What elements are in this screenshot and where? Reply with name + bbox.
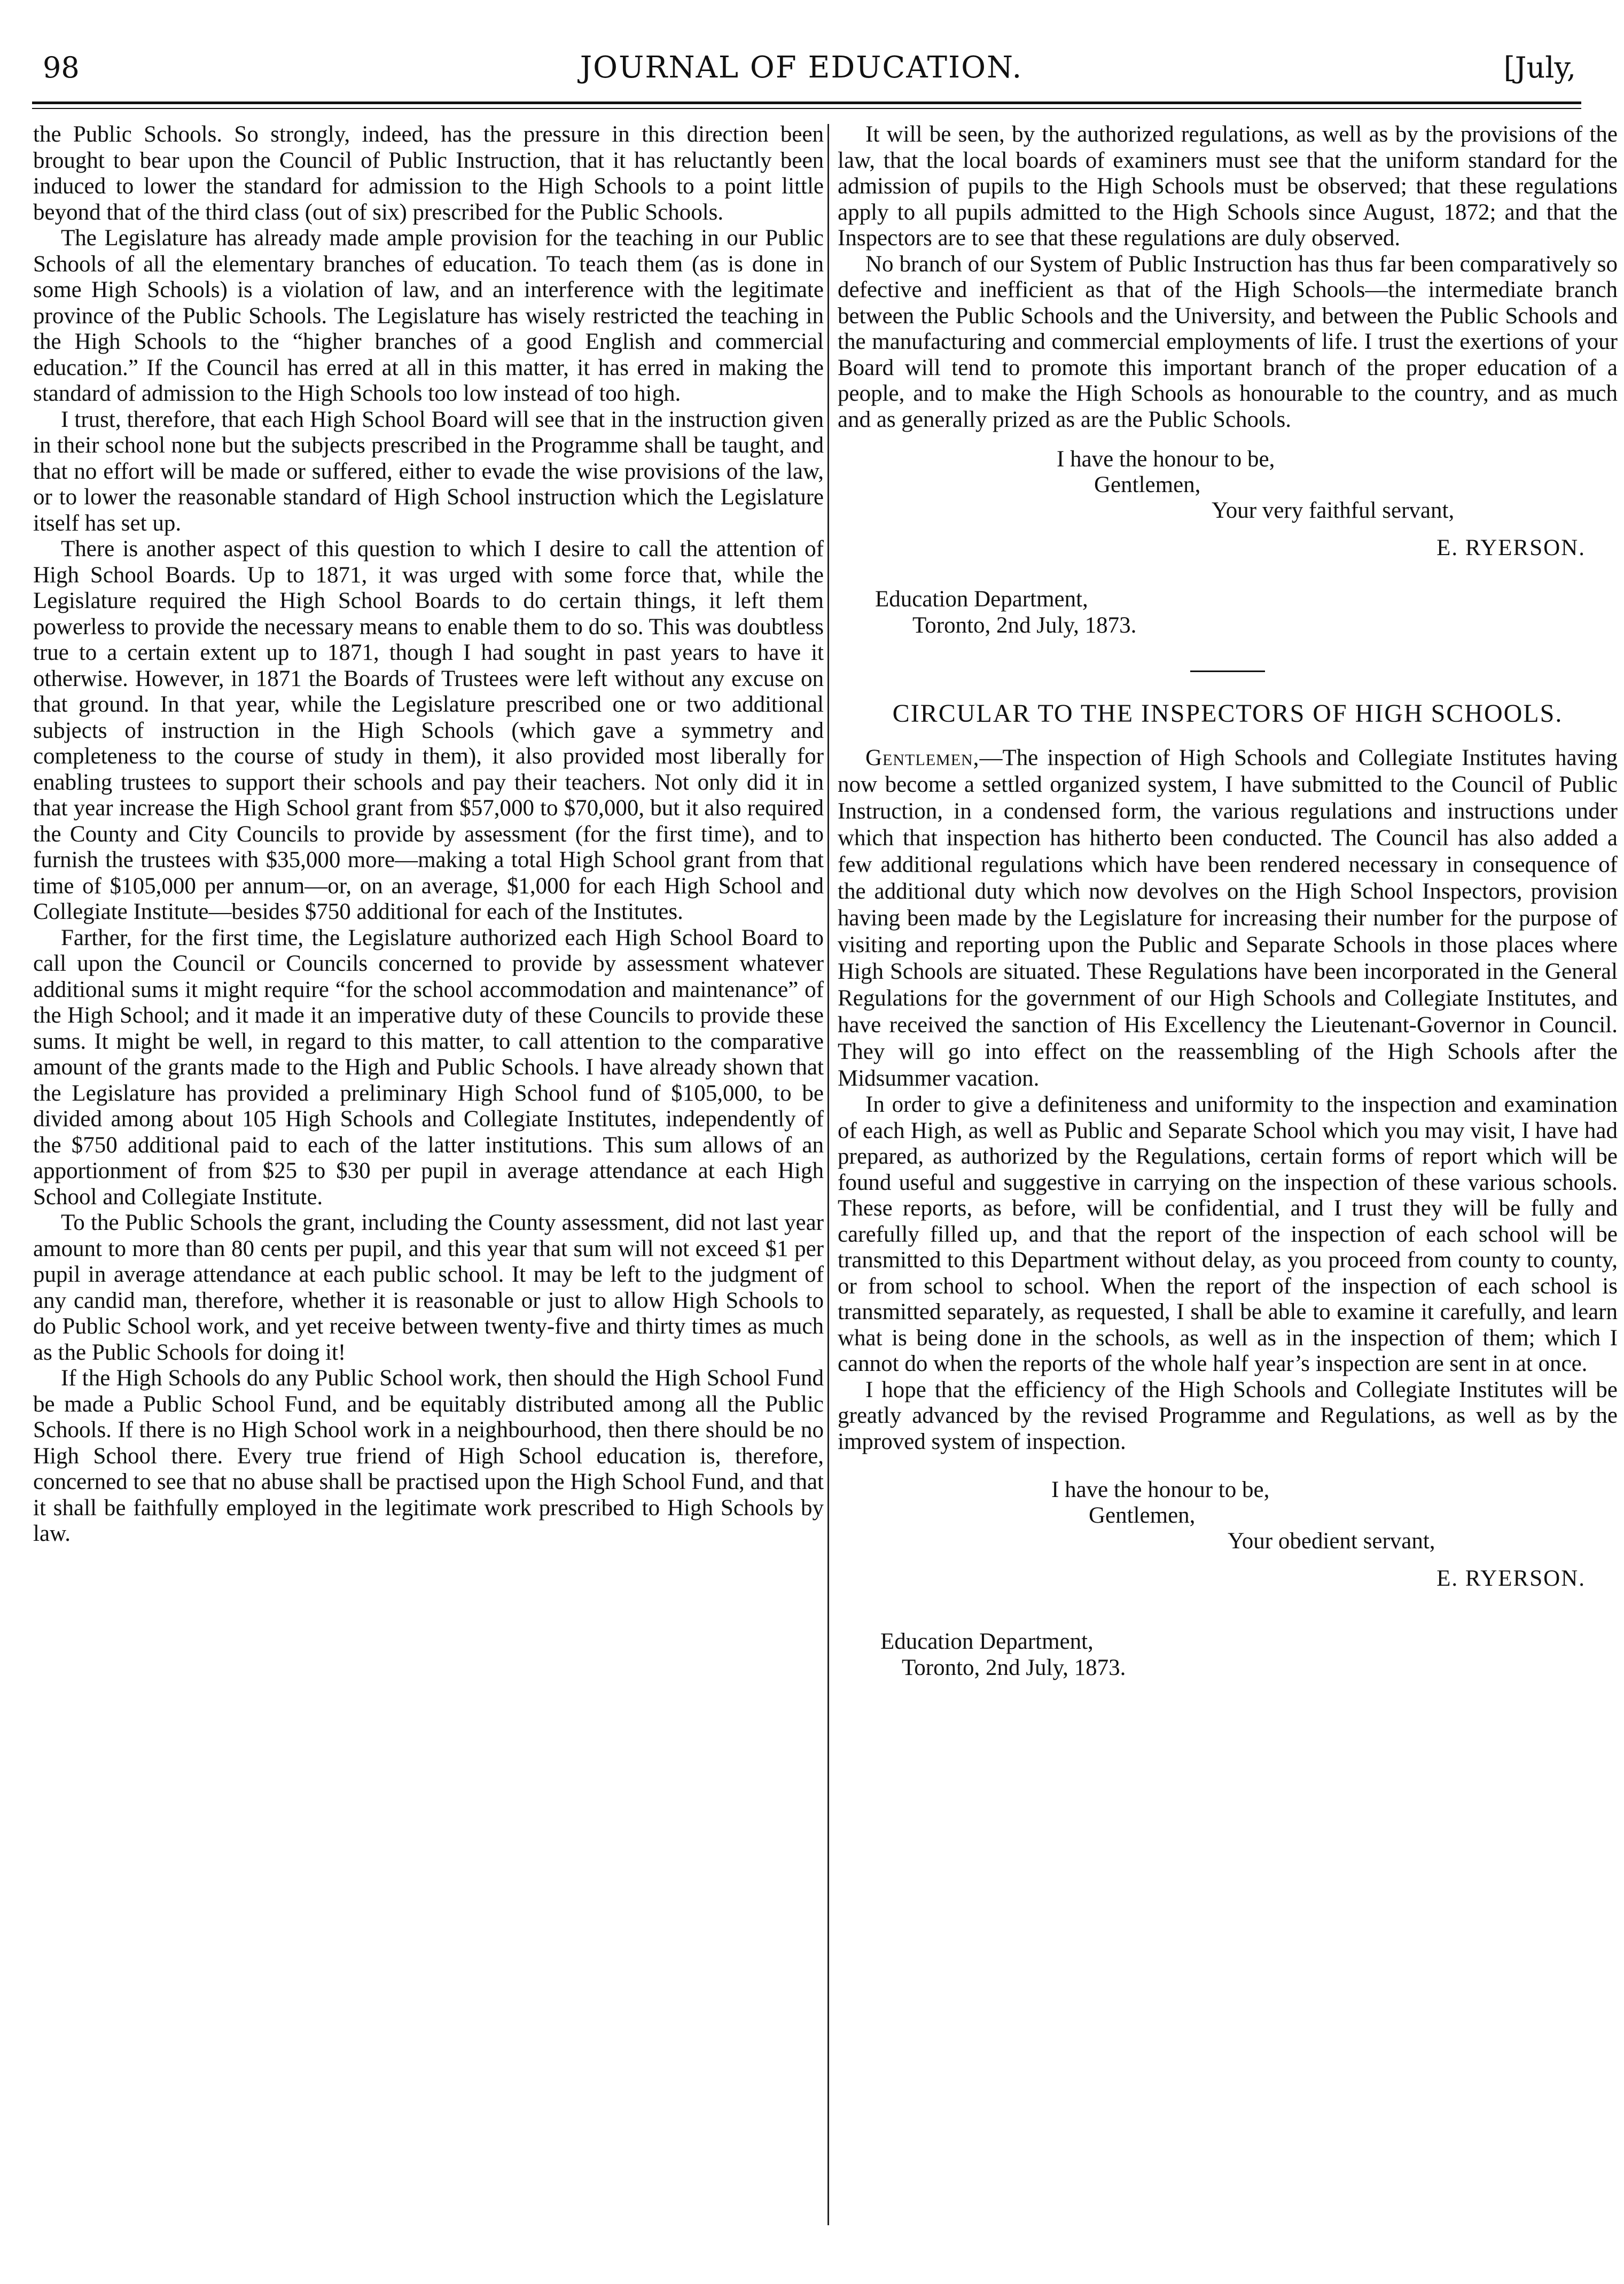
paragraph: the Public Schools. So strongly, indeed, has the pressure in this direction been brought to bear upon the Council of Public Instruction, that it has reluctantly been induced to lower the standard for admission to the High Schools to a point little beyond that of the third class (out of six) prescribed for the Public Schools. [33, 122, 824, 225]
page-number: 98 [43, 51, 80, 84]
journal-title: JOURNAL OF EDUCATION. [580, 50, 1023, 85]
servant-line: Your obedient servant, [1228, 1529, 1435, 1554]
paragraph: There is another aspect of this question to which I desire to call the attention of High School Boards. Up to 1871, it was urged with some force that, while the Legislature required the High School Boards to do certain things, it left them powerless to provide the necessary means to enable them to do so. This was doubtless true to a certain extent up to 1871, though I had sought in past years to have it otherwise. However, in 1871 the Boards of Trustees were left without any excuse on that ground. In that year, while the Legislature prescribed one or two additional subjects of instruction in the High Schools (which gave a symmetry and completeness to the course of study in them), it also provided most liberally for enabling trustees to support their schools and pay their teachers. Not only did it in that year increase the High School grant from $57,000 to $70,000, but it also required the County and City Councils to provide by assessment (for the first time), and to furnish the trustees with $35,000 more—making a total High School grant from that time of $105,000 per annum—or, on an average, $1,000 for each High School and Collegiate Institute—besides $750 additional for each of the Institutes. [33, 536, 824, 924]
signature-block [838, 1477, 1618, 1592]
department-line: Education Department, [880, 1629, 1094, 1654]
paragraph: I hope that the efficiency of the High Schools and Collegiate Institutes will be greatly advanced by the revised Programme and Regulations, as well as by the improved system of inspection. [838, 1377, 1618, 1454]
paragraph-text: —The inspection of High Schools and Collegiate Institutes having now become a settled organized system, I have submitted to the Council of Public Instruction, in a condensed form, the various regulations and instructions under which that inspection has hitherto been conducted. The Council has also added a few additional regulations which have been rendered necessary in consequence of the additional duty which now devolves on the High School Inspectors, provision having been made by the Legislature for increasing their number for the purpose of visiting and reporting upon the Public and Separate Schools in those places where High Schools are situated. These Regulations have been incorporated in the General Regulations for the government of our High Schools and Collegiate Institutes, and have received the sanction of His Excellency the Lieutenant-Governor in Council. They will go into effect on the reassembling of the High Schools after the Midsummer vacation. [838, 745, 1618, 1091]
paragraph [838, 745, 1618, 1092]
column-divider [827, 124, 829, 2225]
circular-title: CIRCULAR TO THE INSPECTORS OF HIGH SCHOOLS. [892, 699, 1563, 728]
signature-name: E. RYERSON. [1436, 1566, 1586, 1591]
department-address [838, 1629, 1618, 1681]
issue-month: [July, [1503, 51, 1576, 84]
date-line: Toronto, 2nd July, 1873. [912, 612, 1137, 638]
paragraph: The Legislature has already made ample provision for the teaching in our Public Schools of all the elementary branches of education. To teach them (as is done in some High Schools) is a violation of law, and an interference with the legitimate province of the Public Schools. The Legislature has wisely restricted the teaching in the High Schools to the “higher branches of a good English and commercial education.” If the Council has erred at all in this matter, it has erred in making the standard of admission to the High Schools too low instead of too high. [33, 225, 824, 406]
paragraph: To the Public Schools the grant, including the County assessment, did not last year amount to more than 80 cents per pupil, and this year that sum will not exceed $1 per pupil in average attendance at each public school. It may be left to the judgment of any candid man, therefore, whether it is reasonable or just to allow High Schools to do Public School work, and yet receive between twenty-five and thirty times as much as the Public Schools for doing it! [33, 1210, 824, 1365]
paragraph: If the High Schools do any Public School work, then should the High School Fund be made a Public School Fund, and be equitably distributed among all the Public Schools. If there is no High School work in a neighbourhood, then there should be no High School there. Every true friend of High School education is, therefore, concerned to see that no abuse shall be practised upon the High School Fund, and that it shall be faithfully employed in the legitimate work prescribed to High Schools by law. [33, 1366, 824, 1546]
salutation-line: Gentlemen, [1089, 1503, 1196, 1528]
right-column [838, 122, 1618, 2233]
signature-block [838, 447, 1618, 561]
salutation-line: Gentlemen, [1094, 472, 1201, 497]
page-header [27, 49, 1576, 97]
department-address [838, 587, 1618, 638]
paragraph: In order to give a definiteness and uniformity to the inspection and examination of each High, as well as Public and Separate School which you may visit, I have had prepared, as authorized by the Regulations, certain forms of report which will be found useful and suggestive in carrying on the inspection of these various schools. These reports, as before, will be confidential, and I trust they will be fully and carefully filled up, and that the report of the inspection of each school will be transmitted to this Department without delay, as you proceed from county to county, or from school to school. When the report of the inspection of each school is transmitted separately, as requested, I shall be able to examine it carefully, and learn what is being done in the schools, as well as in the inspection of them; which I cannot do when the reports of the whole half year’s inspection are sent in at once. [838, 1092, 1618, 1376]
paragraph: I trust, therefore, that each High School Board will see that in the instruction given in their school none but the subjects prescribed in the Programme shall be taught, and that no effort will be made or suffered, either to evade the wise provisions of the law, or to lower the reasonable standard of High School instruction which the Legislature itself has set up. [33, 407, 824, 536]
salutation: Gentlemen, [865, 745, 980, 770]
department-line: Education Department, [875, 587, 1088, 612]
paragraph: It will be seen, by the authorized regulations, as well as by the provisions of the law, that the local boards of examiners must see that the uniform standard for the admission of pupils to the High Schools must be observed; that these regulations apply to all pupils admitted to the High Schools since August, 1872; and that the Inspectors are to see that these regulations are duly observed. [838, 122, 1618, 251]
date-line: Toronto, 2nd July, 1873. [902, 1655, 1126, 1680]
closing-line: I have the honour to be, [1051, 1477, 1270, 1502]
servant-line: Your very faithful servant, [1212, 498, 1455, 523]
section-divider [1190, 671, 1265, 672]
paragraph: Farther, for the first time, the Legislature authorized each High School Board to call upon the Council or Councils concerned to provide by assessment whatever additional sums it might require “for the school accommodation and maintenance” of the High School; and it made it an imperative duty of these Councils to provide these sums. It might be well, in regard to this matter, to call attention to the comparative amount of the grants made to the High and Public Schools. I have already shown that the Legislature has provided a preliminary High School fund of $105,000, to be divided among about 105 High Schools and Collegiate Institutes, independently of the $750 additional paid to each of the latter institutions. This sum allows of an apportionment of from $25 to $30 per pupil in average attendance at each High School and Collegiate Institute. [33, 925, 824, 1210]
header-rule [32, 102, 1581, 109]
left-column [33, 122, 824, 2233]
signature-name: E. RYERSON. [1436, 535, 1586, 560]
closing-line: I have the honour to be, [1057, 447, 1275, 472]
paragraph: No branch of our System of Public Instruction has thus far been comparatively so defective and inefficient as that of the High Schools—the intermediate branch between the Public Schools and the University, and between the Public Schools and the manufacturing and commercial employments of life. I trust the exertions of your Board will tend to promote this important branch of the proper education of a people, and to make the High Schools as honourable to the country, and as much and as generally prized as are the Public Schools. [838, 251, 1618, 432]
